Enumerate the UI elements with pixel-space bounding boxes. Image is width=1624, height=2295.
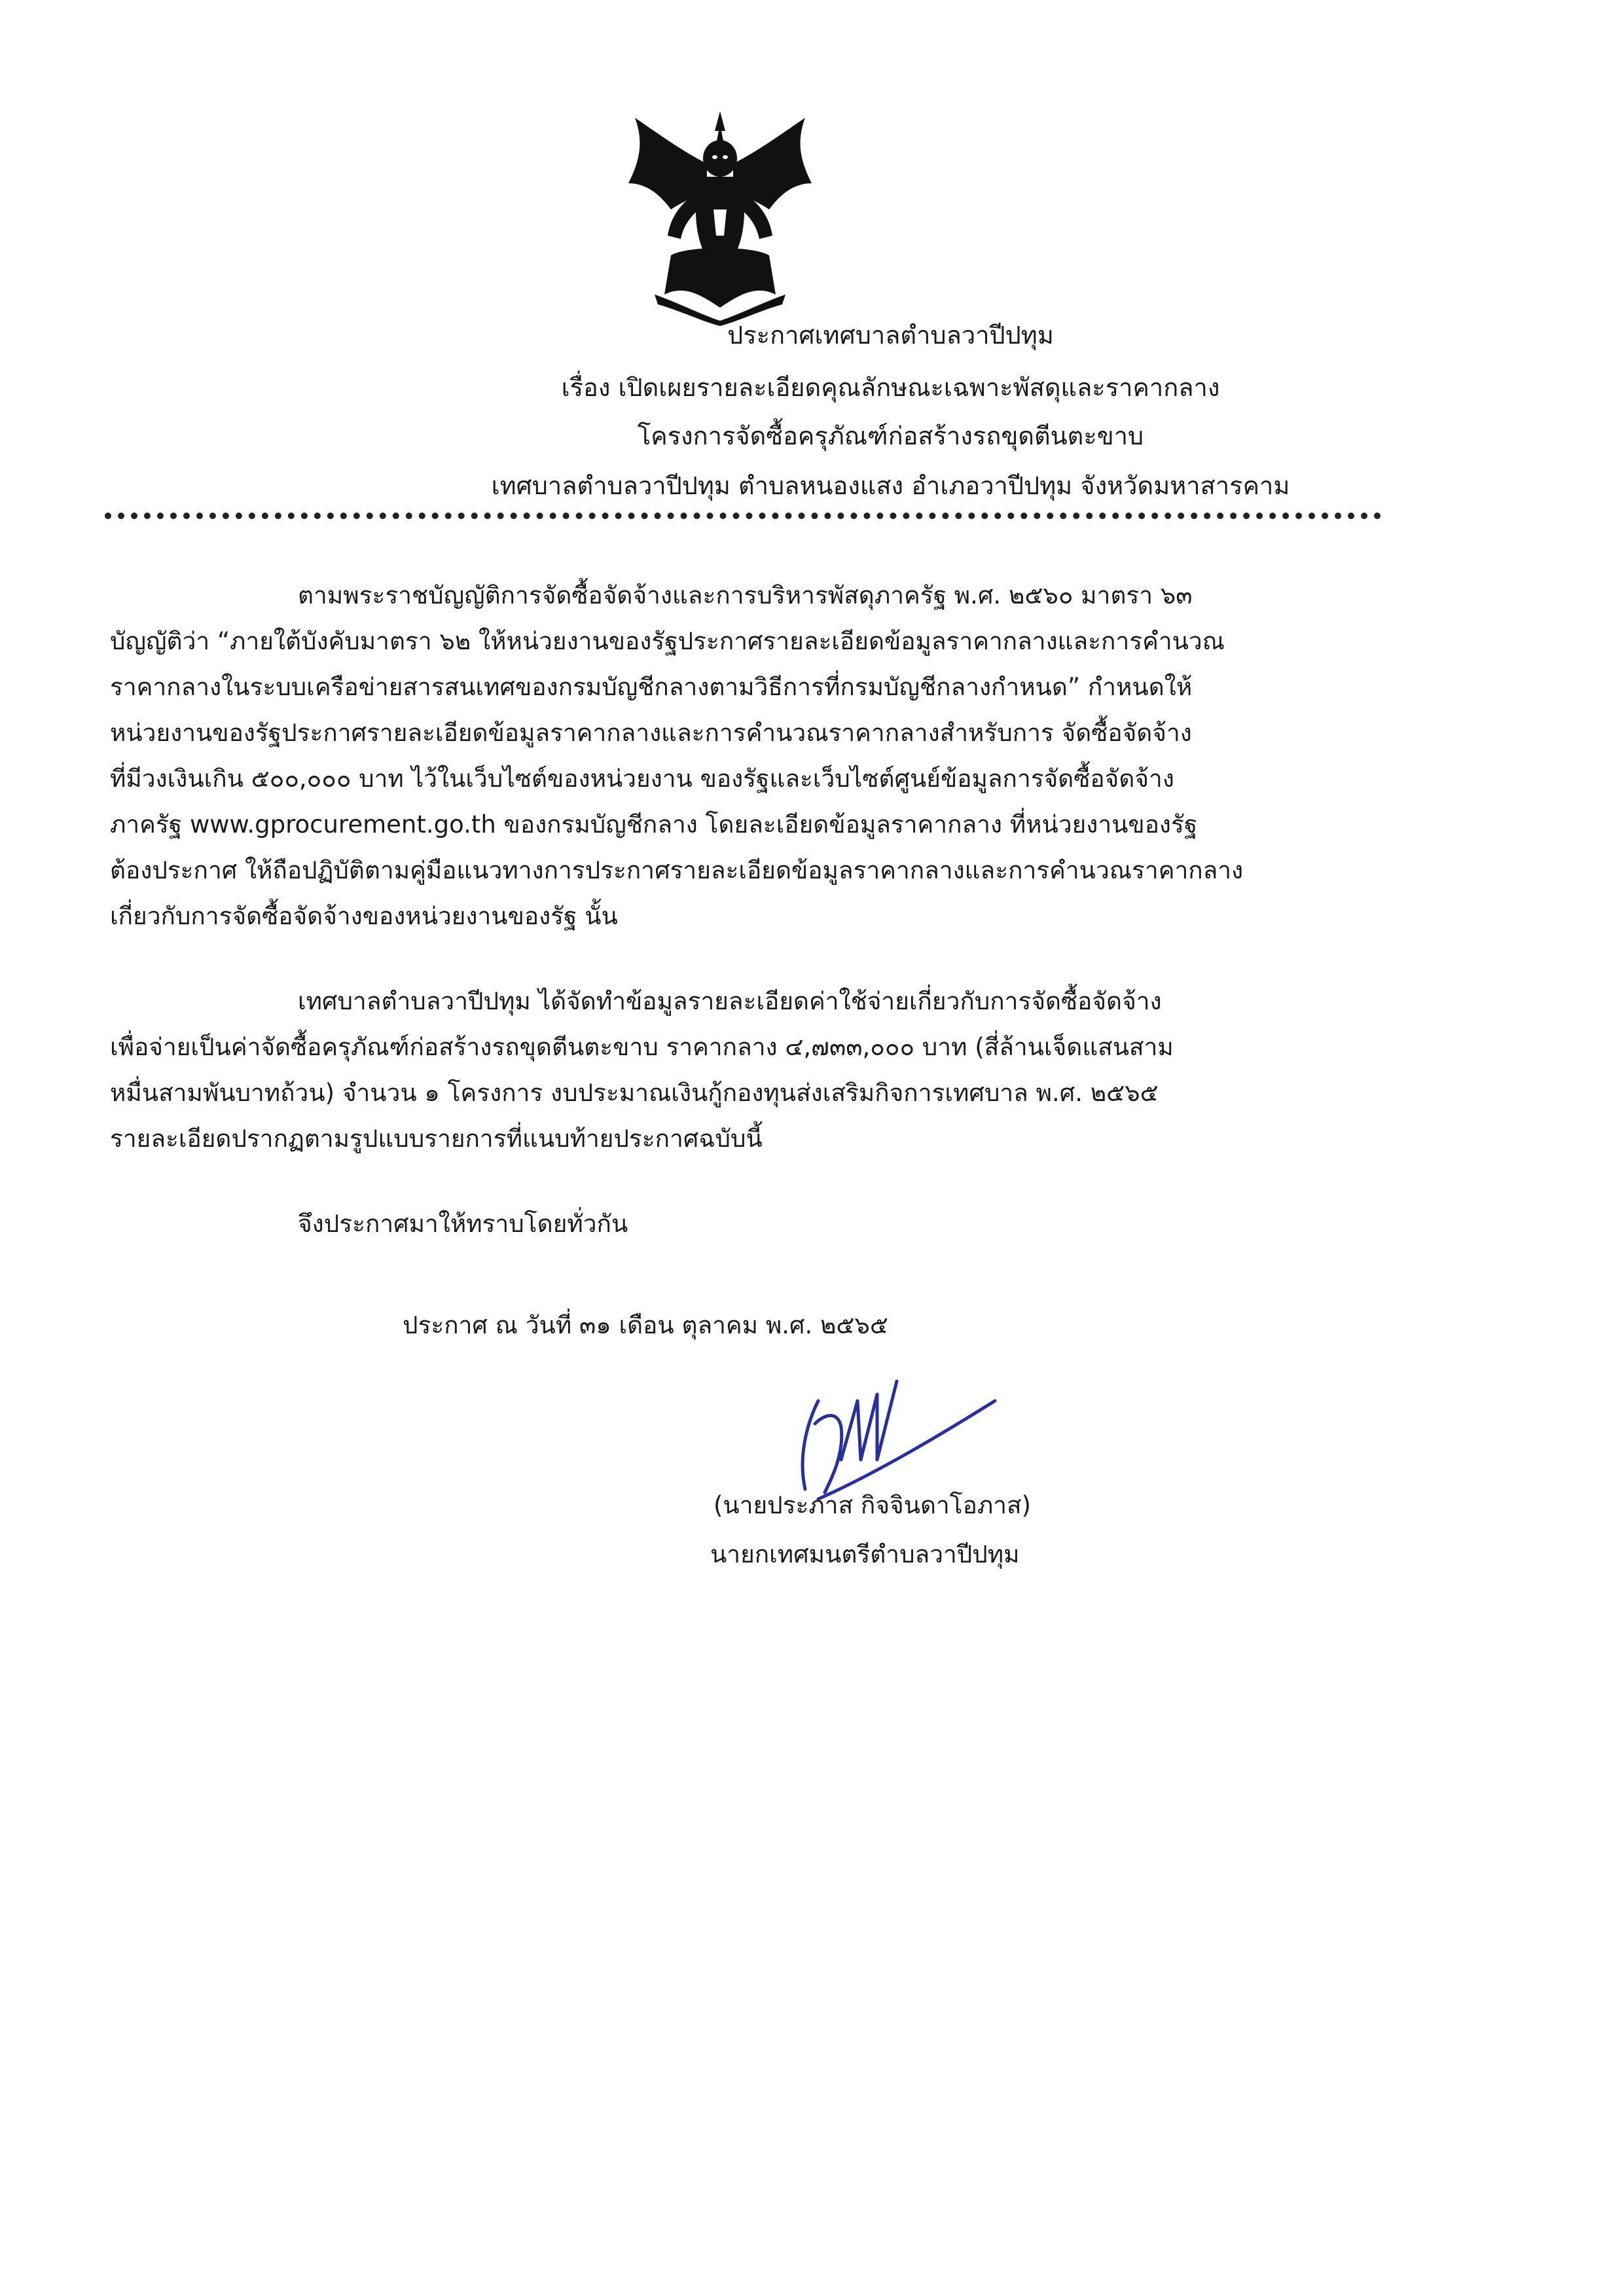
announcement-subject: เรื่อง เปิดเผยรายละเอียดคุณลักษณะเฉพาะพัสดุและราคากลาง <box>561 373 1220 402</box>
paragraph-line: ต้องประกาศ ให้ถือปฏิบัติตามคู่มือแนวทางการประกาศรายละเอียดข้อมูลราคากลางและการคำนวณราคากลาง <box>110 856 1244 884</box>
paragraph-line: ตามพระราชบัญญัติการจัดซื้อจัดจ้างและการบริหารพัสดุภาครัฐ พ.ศ. ๒๕๖๐ มาตรา ๖๓ <box>298 581 1193 609</box>
paragraph-line: ที่มีวงเงินเกิน ๕๐๐,๐๐๐ บาท ไว้ในเว็บไซต์ของหน่วยงาน ของรัฐและเว็บไซต์ศูนย์ข้อมูลการจัดซื้อจัดจ้าง <box>110 765 1174 793</box>
announcement-date: ประกาศ ณ วันที่ ๓๑ เดือน ตุลาคม พ.ศ. ๒๕๖๕ <box>403 1311 888 1339</box>
closing-line: จึงประกาศมาให้ทราบโดยทั่วกัน <box>298 1210 628 1238</box>
signer-position: นายกเทศมนตรีตำบลวาปีปทุม <box>710 1540 1020 1568</box>
paragraph-line: เกี่ยวกับการจัดซื้อจัดจ้างของหน่วยงานของรัฐ นั้น <box>110 902 618 930</box>
paragraph-line: รายละเอียดปรากฏตามรูปแบบรายการที่แนบท้ายประกาศฉบับนี้ <box>110 1125 763 1153</box>
paragraph-line: ภาครัฐ www.gprocurement.go.th ของกรมบัญชีกลาง โดยละเอียดข้อมูลราคากลาง ที่หน่วยงานของรัฐ <box>110 810 1198 839</box>
paragraph-line: หน่วยงานของรัฐประกาศรายละเอียดข้อมูลราคากลางและการคำนวณราคากลางสำหรับการ จัดซื้อจัดจ้าง <box>110 719 1192 747</box>
paragraph-line: หมื่นสามพันบาทถ้วน) จำนวน ๑ โครงการ งบประมาณเงินกู้กองทุนส่งเสริมกิจการเทศบาล พ.ศ. ๒๕๖๕ <box>110 1079 1159 1107</box>
paragraph-line: เพื่อจ่ายเป็นค่าจัดซื้อครุภัณฑ์ก่อสร้างรถขุดตีนตะขาบ ราคากลาง ๔,๗๓๓,๐๐๐ บาท (สี่ล้านเจ็ดแสนสาม <box>110 1033 1174 1061</box>
project-location: เทศบาลตำบลวาปีปทุม ตำบลหนองแสง อำเภอวาปีปทุม จังหวัดมหาสารคาม <box>491 471 1290 500</box>
paragraph-line: เทศบาลตำบลวาปีปทุม ได้จัดทำข้อมูลรายละเอียดค่าใช้จ่ายเกี่ยวกับการจัดซื้อจัดจ้าง <box>298 987 1162 1015</box>
garuda-emblem-icon <box>609 105 831 327</box>
paragraph-line: บัญญัติว่า “ภายใต้บังคับมาตรา ๖๒ ให้หน่วยงานของรัฐประกาศรายละเอียดข้อมูลราคากลางและการคำนวณ <box>110 627 1225 655</box>
dotted-divider <box>105 513 1381 519</box>
paragraph-line: ราคากลางในระบบเครือข่ายสารสนเทศของกรมบัญชีกลางตามวิธีการที่กรมบัญชีกลางกำหนด” กำหนดให้ <box>110 673 1193 701</box>
signer-name: (นายประภาส กิจจินดาโอภาส) <box>713 1491 1032 1519</box>
announcement-title: ประกาศเทศบาลตำบลวาปีปทุม <box>727 321 1054 350</box>
project-name: โครงการจัดซื้อครุภัณฑ์ก่อสร้างรถขุดตีนตะขาบ <box>637 422 1144 450</box>
